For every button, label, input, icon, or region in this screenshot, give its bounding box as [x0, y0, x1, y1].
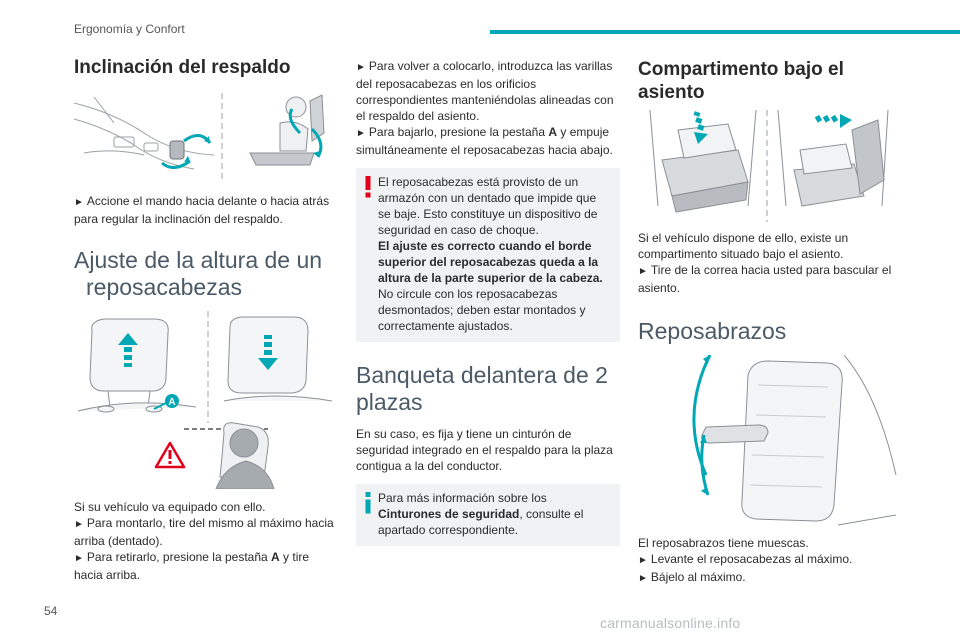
paragraph-altura-retirar: ► Para retirarlo, presione la pestaña A y tire hacia arriba. — [74, 550, 310, 582]
paragraph-colocar: ► Para volver a colocarlo, introduzca las varillas del reposacabezas en los orificios correspondientes manteniéndolas alineadas con el respaldo del asiento. — [356, 59, 614, 123]
paragraph-altura-intro: Si su vehículo va equipado con ello. — [74, 500, 266, 514]
info-text: Para más información sobre los Cinturones de seguridad, consulte el apartado correspondiente. — [378, 491, 584, 537]
bullet-arrow-icon: ► — [74, 519, 84, 530]
warning-text-1: El reposacabezas está provisto de un armazón con un dentado que impide que se baje. Esto constituye un dispositivo de seguridad en caso de choque. — [378, 175, 598, 237]
section-title-compartimento: Compartimento bajo el asiento — [638, 59, 844, 103]
section-title-reposabrazos: Reposabrazos — [638, 318, 787, 344]
bullet-arrow-icon: ► — [638, 555, 648, 566]
seat-recline-illustration — [74, 93, 336, 179]
callout-letter: A — [168, 397, 176, 408]
column-middle — [356, 58, 620, 546]
paragraph-compartimento-correa: ► Tire de la correa hacia usted para bascular el asiento. — [638, 263, 892, 295]
under-seat-illustration — [638, 110, 900, 222]
bullet-arrow-icon: ► — [74, 197, 84, 208]
warning-box — [356, 168, 620, 342]
watermark: carmanualsonline.info — [600, 615, 741, 631]
paragraph-altura-montar: ► Para montarlo, tire del mismo al máximo hacia arriba (dentado). — [74, 516, 334, 548]
paragraph-compartimento-intro: Si el vehículo dispone de ello, existe un compartimento situado bajo el asiento. — [638, 231, 849, 261]
figure-armrest — [638, 355, 900, 527]
warning-text-3: No circule con los reposacabezas desmontados; deben estar montados y correctamente ajustados. — [378, 287, 586, 333]
armrest-illustration — [638, 355, 900, 527]
headrest-illustration — [74, 311, 336, 489]
bullet-arrow-icon: ► — [638, 266, 648, 277]
info-i-icon — [362, 492, 374, 514]
paragraph-reposabrazos-levante: ► Levante el reposacabezas al máximo. — [638, 552, 853, 566]
page-number: 54 — [44, 604, 58, 618]
warning-exclamation-icon — [362, 176, 374, 198]
bullet-arrow-icon: ► — [638, 573, 648, 584]
bullet-arrow-icon: ► — [356, 128, 366, 139]
bullet-arrow-icon: ► — [74, 553, 84, 564]
section-title-altura: Ajuste de la altura de un reposacabezas — [74, 247, 323, 300]
info-box — [356, 484, 620, 546]
column-left — [74, 56, 336, 583]
bullet-arrow-icon: ► — [356, 62, 366, 73]
warning-text-2: El ajuste es correcto cuando el borde superior del reposacabezas queda a la altura de la parte superior de la cabeza. — [378, 239, 603, 285]
figure-seat-recline — [74, 93, 336, 179]
paragraph-banqueta: En su caso, es fija y tiene un cinturón de seguridad integrado en el respaldo para la plaza contigua a la del conductor. — [356, 427, 613, 473]
figure-headrest-height — [74, 311, 336, 489]
header-accent-rule — [490, 30, 960, 34]
figure-under-seat-compartment — [638, 110, 900, 222]
section-title-banqueta: Banqueta delantera de 2 plazas — [356, 362, 608, 415]
paragraph-respaldo: ► Accione el mando hacia delante o hacia atrás para regular la inclinación del respaldo. — [74, 194, 330, 226]
section-title-respaldo: Inclinación del respaldo — [74, 57, 291, 78]
column-right — [638, 58, 900, 587]
running-header: Ergonomía y Confort — [74, 22, 185, 36]
paragraph-bajar: ► Para bajarlo, presione la pestaña A y empuje simultáneamente el reposacabezas hacia abajo. — [356, 125, 613, 157]
paragraph-reposabrazos-bajelo: ► Bájelo al máximo. — [638, 570, 746, 584]
paragraph-reposabrazos-muescas: El reposabrazos tiene muescas. — [638, 536, 809, 550]
